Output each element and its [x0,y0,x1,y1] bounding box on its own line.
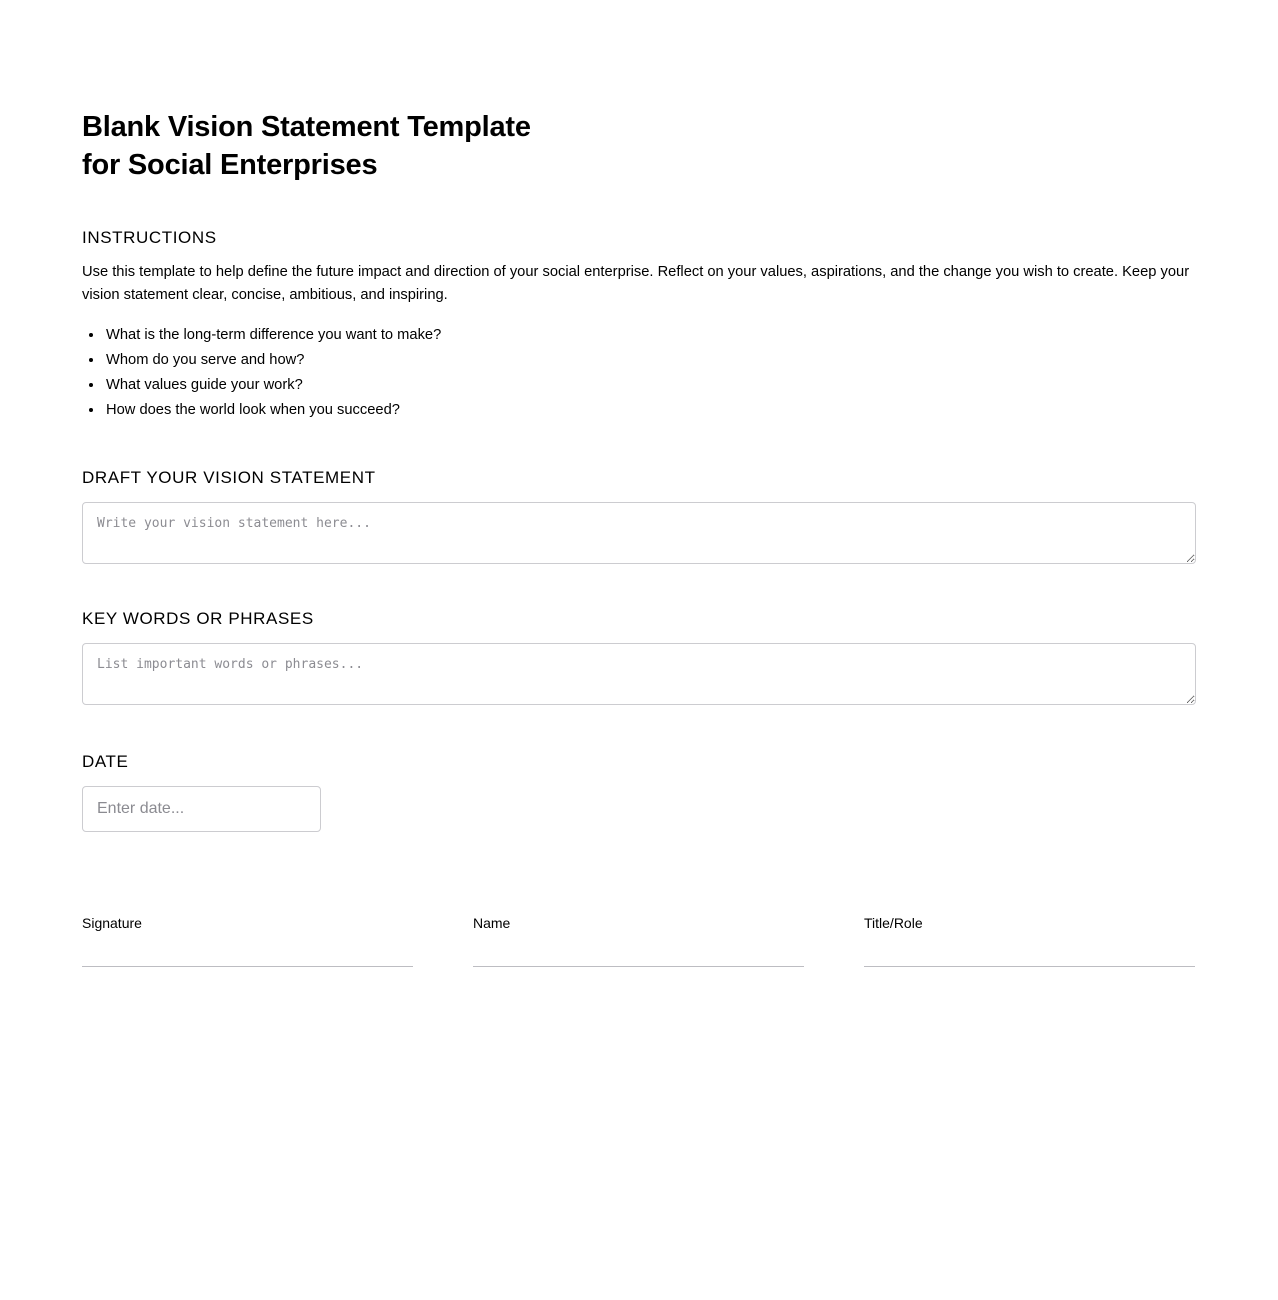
instructions-paragraph: Use this template to help define the future impact and direction of your social enterprise. Reflect on your values, aspirations, and the change you wish to create. Keep your vision statement clear, concise, ambitious, and inspiring. [82,264,1190,303]
name-label: Name [473,915,511,931]
date-section [82,752,1196,832]
list-item: • What values guide your work? [104,373,1196,398]
list-item: • How does the world look when you succeed? [104,398,1196,423]
title-role-label: Title/Role [864,915,923,931]
vision-statement-heading: DRAFT YOUR VISION STATEMENT [82,468,376,487]
page-title-line-2: for Social Enterprises [82,149,378,181]
instructions-heading: INSTRUCTIONS [82,228,217,247]
guiding-questions-list [82,323,1196,423]
list-item: • Whom do you serve and how? [104,348,1196,373]
signature-line[interactable] [82,965,413,967]
key-words-heading: KEY WORDS OR PHRASES [82,609,314,628]
signature-label: Signature [82,915,142,931]
name-line[interactable] [473,965,804,967]
key-words-section [82,609,1196,705]
instructions-section [82,228,1196,423]
key-words-input[interactable] [82,643,1196,705]
instructions-body [82,261,1196,307]
date-input[interactable] [82,786,321,832]
signature-column-signature [82,914,413,967]
signature-column-title-role [864,914,1195,967]
vision-statement-input[interactable] [82,502,1196,564]
page-title [82,108,1196,184]
date-heading: DATE [82,752,129,771]
signature-row [82,914,1196,967]
vision-statement-section [82,468,1196,564]
list-item: • What is the long-term difference you want to make? [104,323,1196,348]
page-title-line-1: Blank Vision Statement Template [82,111,531,143]
signature-column-name [473,914,804,967]
title-role-line[interactable] [864,965,1195,967]
